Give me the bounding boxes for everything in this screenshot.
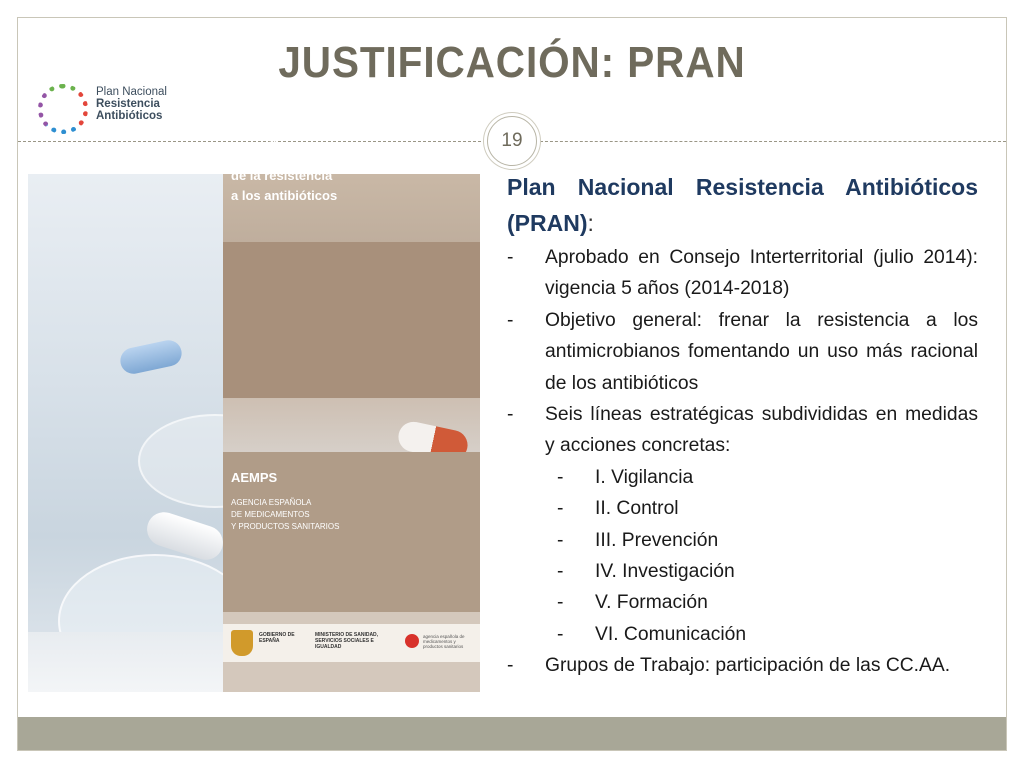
- sub-bullet-item: [507, 556, 978, 587]
- slide-title: JUSTIFICACIÓN: PRAN: [278, 38, 746, 87]
- bullet-dash: -: [507, 404, 514, 426]
- bullet-text: Aprobado en Consejo Interterritorial (julio 2014): vigencia 5 años (2014-2018): [545, 247, 978, 300]
- pran-logo-text: [96, 86, 196, 122]
- box-line: y diseminación: [231, 148, 325, 164]
- bullet-text: Grupos de Trabajo: participación de las CC.AA.: [545, 655, 951, 677]
- box-line: de la resistencia: [231, 168, 333, 183]
- box-line: Plan estratégico: [231, 90, 332, 105]
- bullet-item: [507, 650, 978, 681]
- bullet-item: [507, 242, 978, 305]
- sub-bullet-text: V. Formación: [595, 592, 708, 614]
- bullet-item: [507, 399, 978, 462]
- pran-logo-ring-icon: [38, 84, 88, 134]
- sub-bullet-item: [507, 619, 978, 650]
- aemps-small-label: agencia española de medicamentos y productos sanitarios: [423, 634, 465, 649]
- bullet-item: [507, 305, 978, 399]
- bullet-dash: -: [557, 623, 564, 645]
- box-line: y de acción para reducir: [231, 109, 381, 125]
- sub-bullet-text: II. Control: [595, 498, 679, 520]
- heading-colon: :: [587, 210, 594, 236]
- agency-line: Y PRODUCTOS SANITARIOS: [231, 522, 340, 531]
- divider-right: [540, 141, 1006, 142]
- cover-bottom-panel: [223, 612, 480, 692]
- content-heading: Plan Nacional Resistencia Antibióticos: [507, 174, 978, 200]
- bullet-dash: -: [557, 498, 564, 520]
- pran-cover-image: [28, 174, 480, 692]
- logo-line: Plan Nacional: [96, 86, 167, 98]
- gov-label: GOBIERNO DE ESPAÑA: [259, 632, 295, 644]
- sub-bullet-text: I. Vigilancia: [595, 466, 694, 488]
- bullet-dash: -: [507, 247, 514, 268]
- logo-line: Antibióticos: [96, 110, 163, 122]
- sub-bullet-item: [507, 587, 978, 618]
- cover-bottom-left: [28, 632, 223, 692]
- agency-name: [231, 497, 441, 533]
- bullet-dash: -: [507, 309, 514, 331]
- logo-line: Resistencia: [96, 98, 160, 110]
- sub-bullet-text: IV. Investigación: [595, 561, 735, 583]
- page-number-badge: 19: [487, 116, 537, 166]
- bullet-dash: -: [557, 466, 564, 488]
- coat-of-arms-icon: [231, 630, 253, 656]
- sub-bullet-item: [507, 493, 978, 524]
- cover-logo-strip: [223, 624, 480, 662]
- bullet-dash: -: [507, 655, 514, 677]
- box-line: a los antibióticos: [231, 187, 338, 203]
- content-heading-acronym: [507, 207, 594, 239]
- aemps-logo-icon: [405, 634, 419, 648]
- heading-acronym: (PRAN): [507, 210, 588, 236]
- box-line: el riesgo de selección: [231, 129, 367, 144]
- sub-bullet-item: [507, 525, 978, 556]
- agency-acronym: AEMPS: [231, 470, 278, 485]
- bullet-dash: -: [557, 561, 564, 583]
- sub-bullet-text: III. Prevención: [595, 529, 719, 551]
- footer-bar: [18, 717, 1006, 750]
- bullet-text: Seis líneas estratégicas subdivididas en medidas y acciones concretas:: [545, 404, 978, 457]
- bullet-dash: -: [557, 529, 564, 551]
- bullet-dash: -: [557, 592, 564, 614]
- cover-title-box: [223, 242, 480, 398]
- sub-bullet-item: [507, 462, 978, 493]
- bullet-list: [507, 242, 978, 682]
- agency-line: DE MEDICAMENTOS: [231, 510, 310, 519]
- ministry-label: MINISTERIO DE SANIDAD, SERVICIOS SOCIALES E IGUALDAD: [315, 632, 379, 650]
- cover-box-text: [231, 88, 441, 205]
- agency-line: AGENCIA ESPAÑOLA: [231, 498, 312, 507]
- bullet-text: Objetivo general: frenar la resistencia a los antimicrobianos fomentando un uso más racional de los antibióticos: [545, 309, 978, 394]
- sub-bullet-text: VI. Comunicación: [595, 623, 747, 645]
